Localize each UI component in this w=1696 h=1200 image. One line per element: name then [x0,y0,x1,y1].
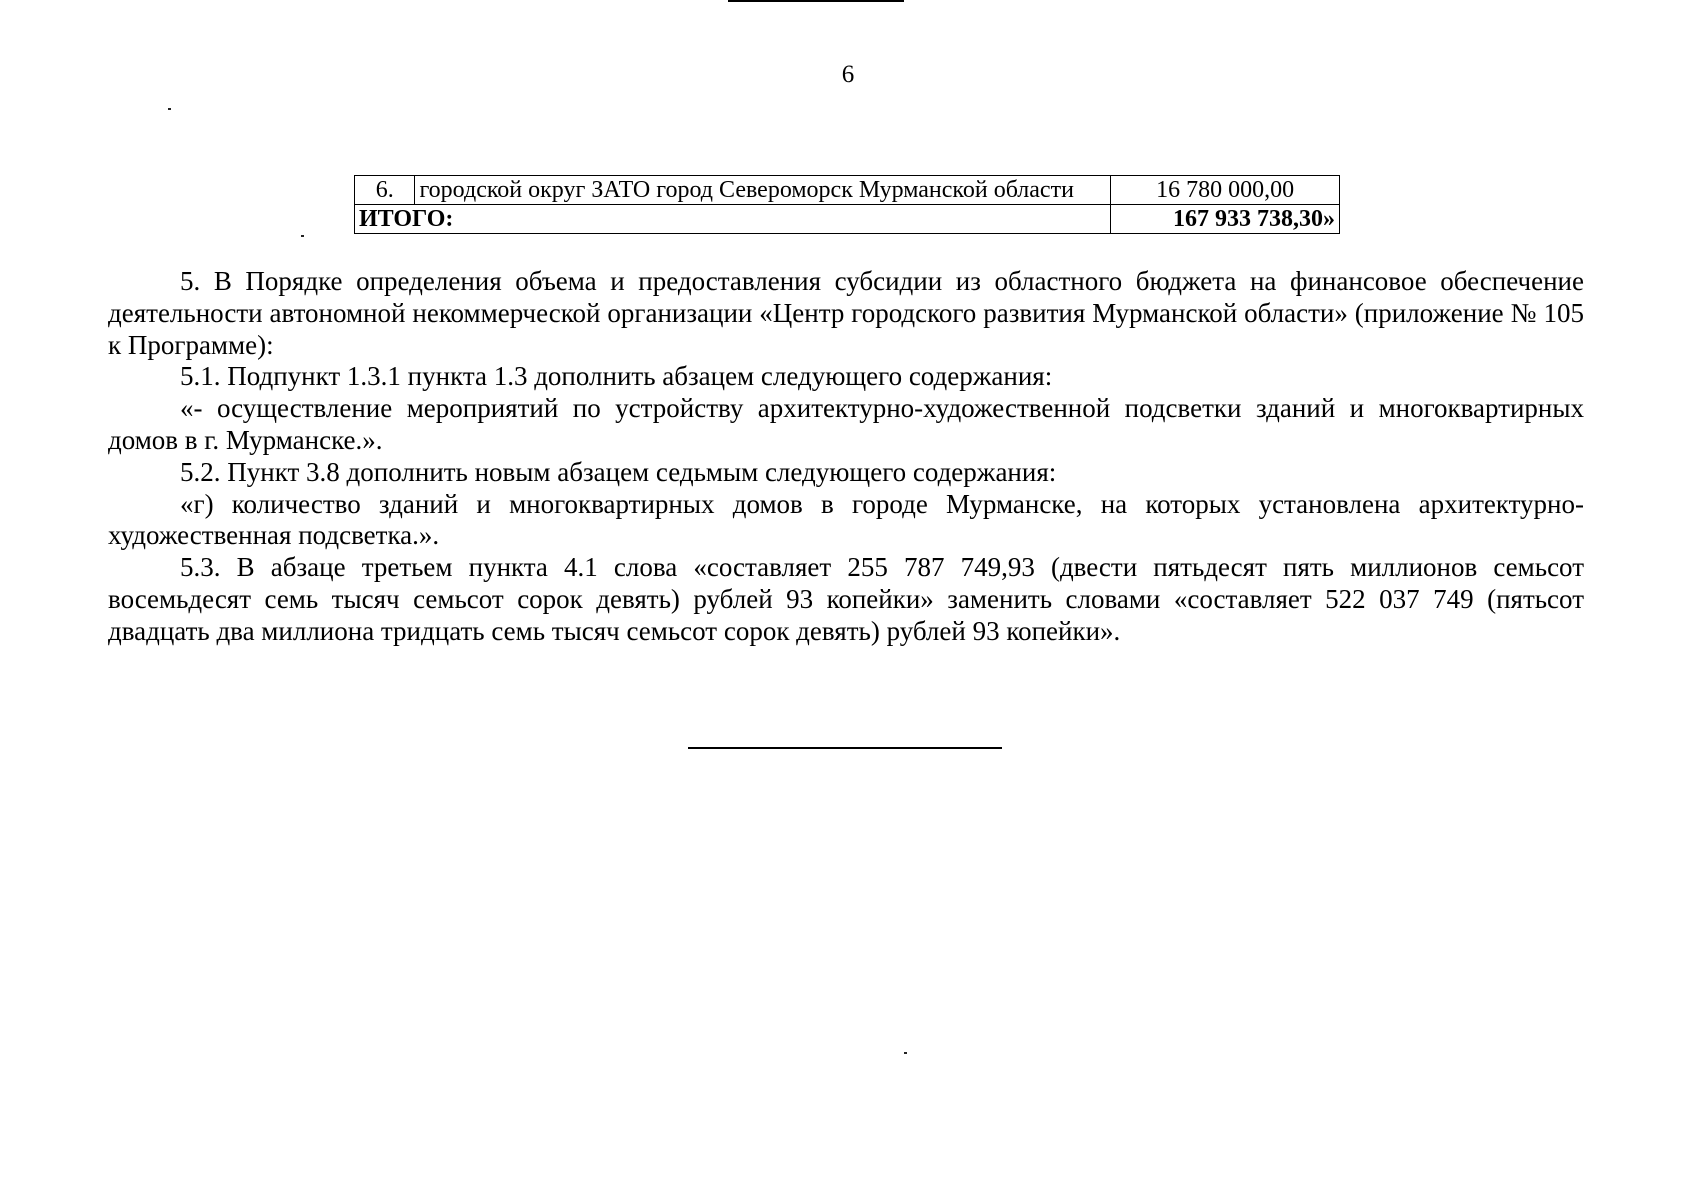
row-number-cell: 6. [355,176,415,205]
row-name-cell: городской округ ЗАТО город Североморск Мурманской области [415,176,1111,205]
table-total-row [355,205,1340,234]
paragraph-5-2-insert: «г) количество зданий и многоквартирных домов в городе Мурманске, на которых установлена архитектурно-художественная подсветка.». [108,488,1584,551]
end-of-document-rule [688,747,1002,749]
paragraph-5-1-insert: «- осуществление мероприятий по устройству архитектурно-художественной подсветки зданий и многоквартирных домов в г. Мурманске.». [108,393,1584,455]
table-row [355,176,1340,205]
scan-speck [168,108,171,110]
scan-speck [904,1052,907,1054]
row-amount-cell: 16 780 000,00 [1111,176,1340,205]
allocation-table [354,175,1340,234]
paragraph-5-1: 5.1. Подпункт 1.3.1 пункта 1.3 дополнить абзацем следующего содержания: [180,361,1053,392]
paragraph-5: 5. В Порядке определения объема и предоставления субсидии из областного бюджета на финансовое обеспечение деятельности автономной некоммерческой организации «Центр городского развития Мурманской области» (приложение № 105 к Программе): [108,266,1584,360]
paragraph-5-2: 5.2. Пункт 3.8 дополнить новым абзацем седьмым следующего содержания: [180,456,1057,487]
page-number: 6 [841,61,855,88]
document-body [108,266,1584,648]
top-edge-rule [728,0,904,2]
paragraph-5-3: 5.3. В абзаце третьем пункта 4.1 слова «составляет 255 787 749,93 (двести пятьдесят пять миллионов семьсот восемьдесят семь тысяч семьсот сорок девять) рублей 93 копейки» заменить словами «составляет 522 037 749 (пятьсот двадцать два миллиона тридцать семь тысяч семьсот сорок девять) рублей 93 копейки». [108,552,1584,646]
scan-speck [301,235,304,237]
total-label-cell: ИТОГО: [355,205,1111,234]
total-amount-cell: 167 933 738,30» [1111,205,1340,234]
